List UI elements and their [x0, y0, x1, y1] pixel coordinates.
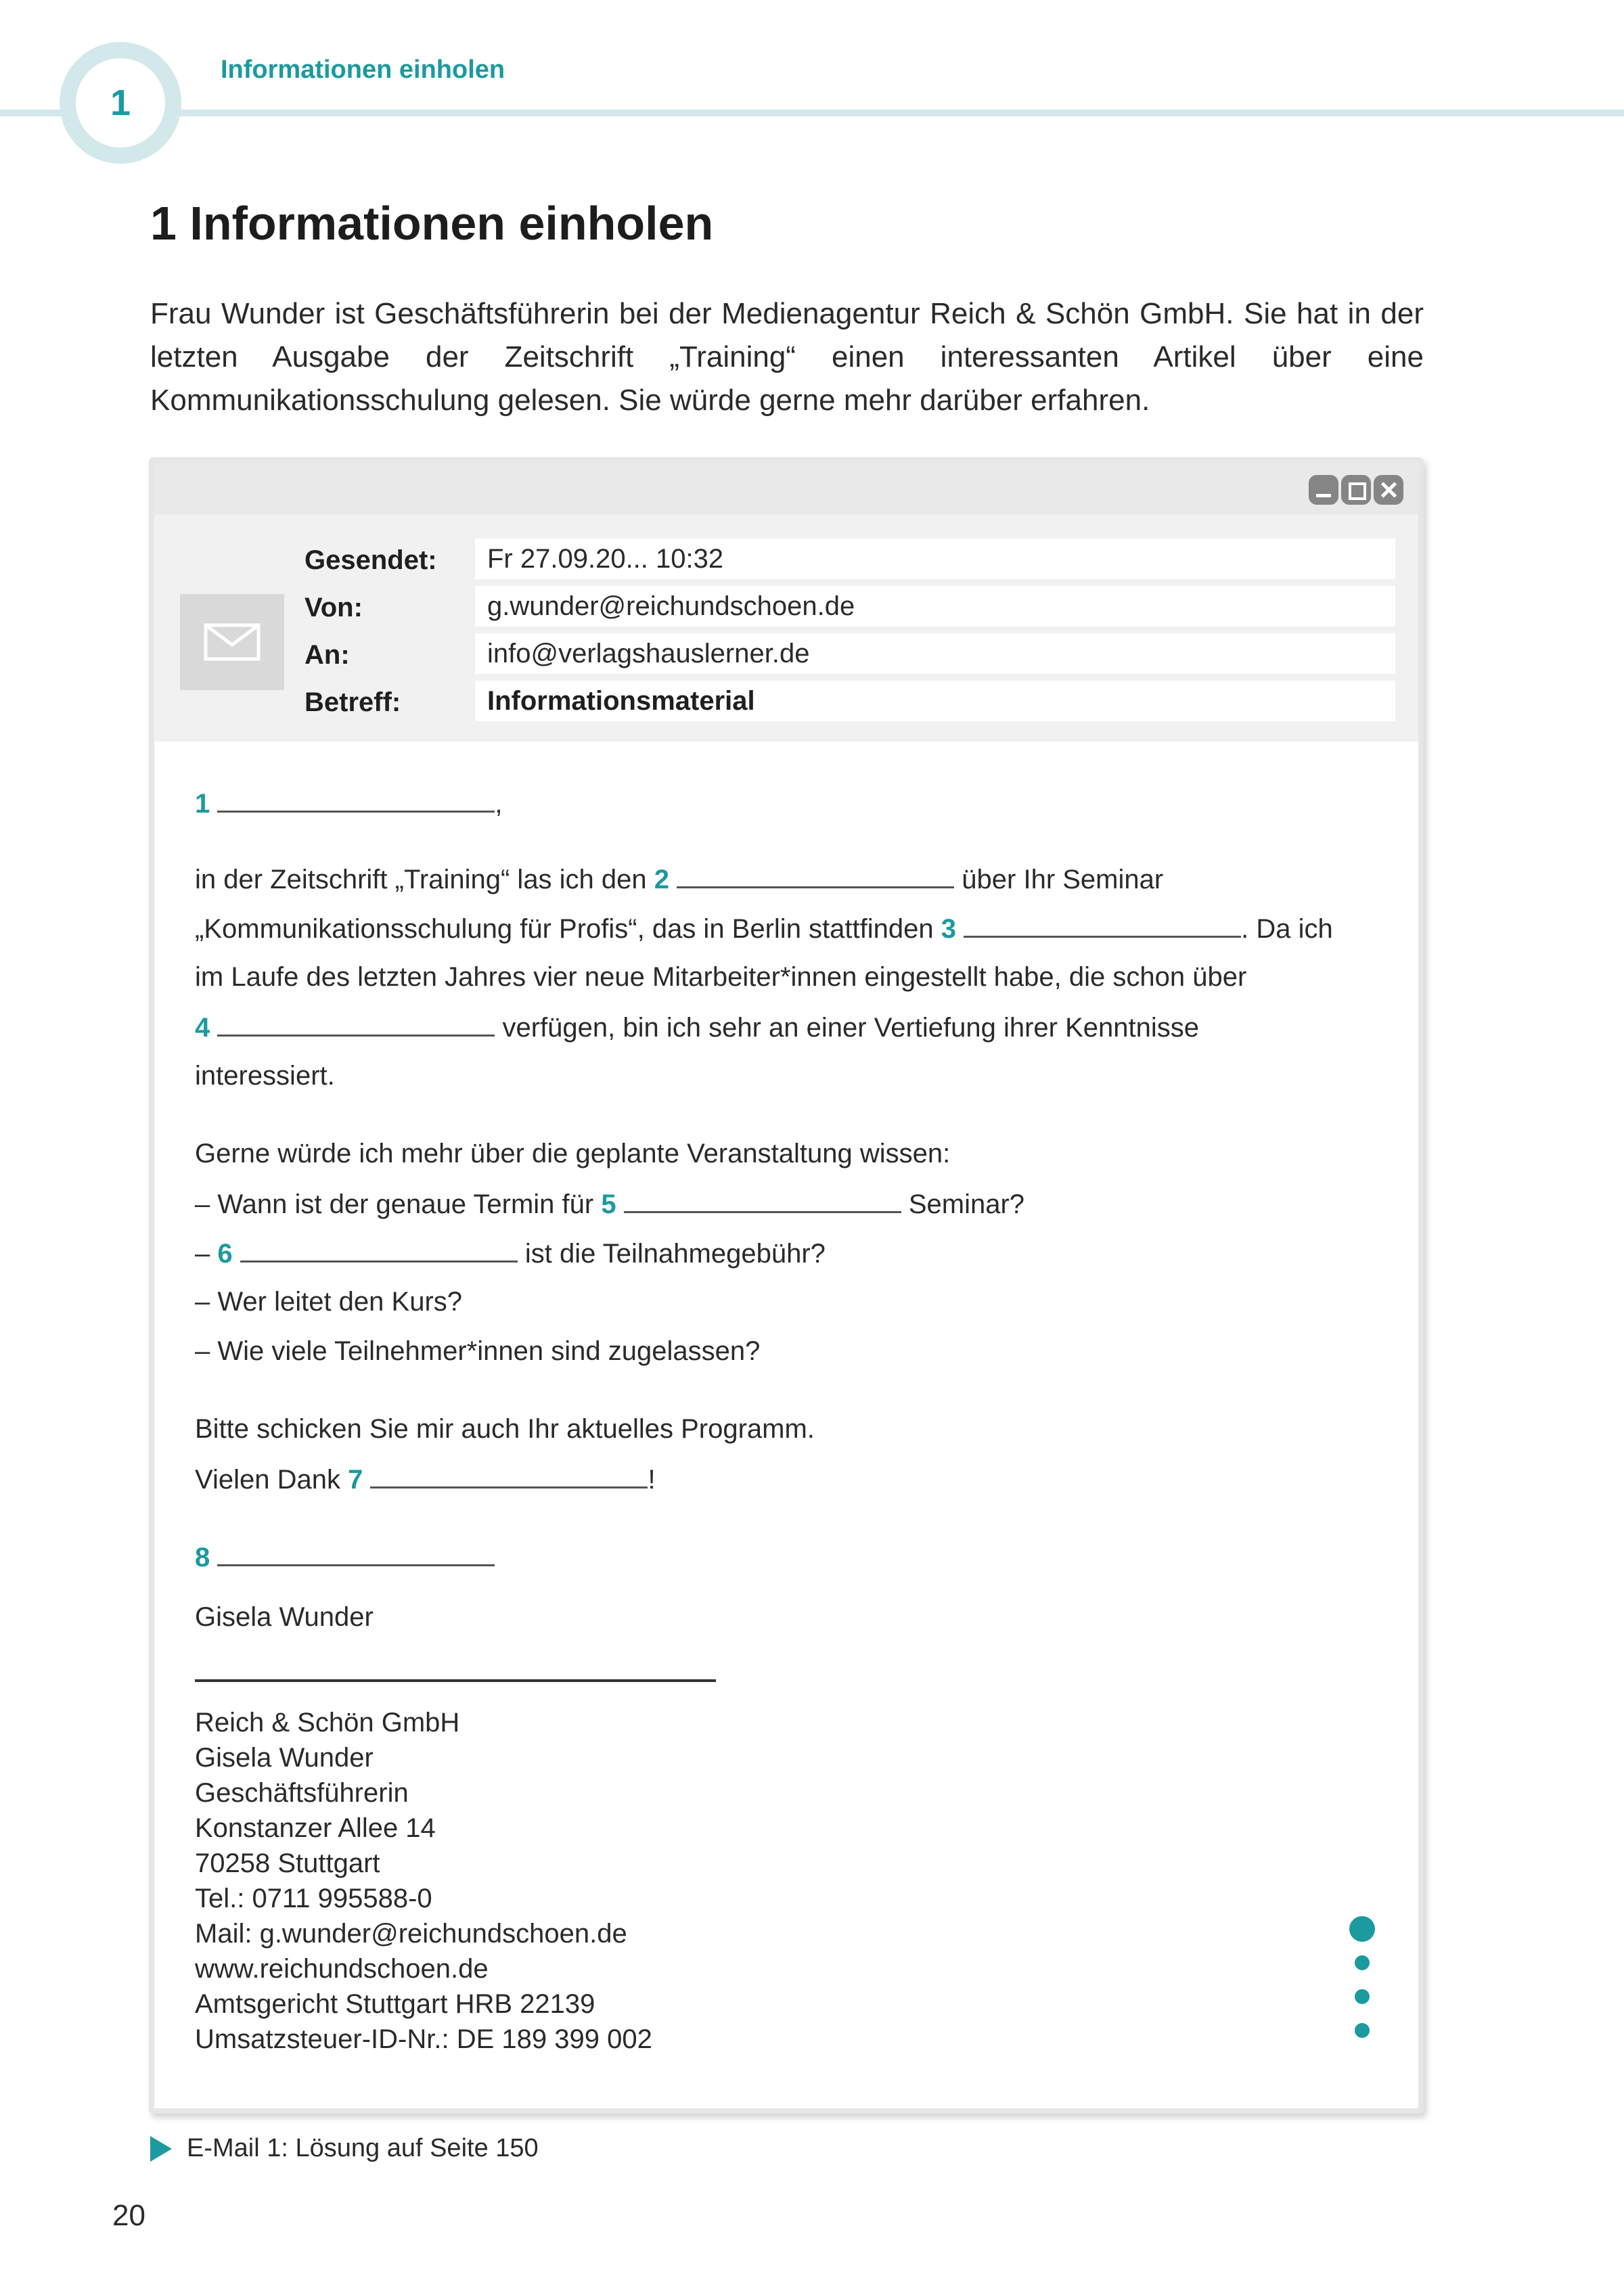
to-label: An:	[304, 640, 350, 670]
gap-blank[interactable]	[370, 1463, 648, 1489]
decorative-dot	[1355, 1955, 1370, 1970]
gap-blank[interactable]	[964, 913, 1241, 938]
page-title: 1 Informationen einholen	[150, 197, 714, 250]
signature-website[interactable]: www.reichundschoen.de	[195, 1954, 489, 1984]
sender-name: Gisela Wunder	[195, 1602, 374, 1632]
minimize-icon[interactable]	[1309, 475, 1338, 505]
header-rule	[0, 110, 1624, 116]
gap-blank[interactable]	[217, 1541, 495, 1566]
signature-line: Umsatzsteuer-ID-Nr.: DE 189 399 002	[195, 2024, 652, 2054]
from-label: Von:	[304, 593, 363, 622]
signature-line: Reich & Schön GmbH	[195, 1708, 460, 1737]
envelope-icon	[180, 594, 284, 690]
body-line: Vielen Dank 7 !	[195, 1465, 656, 1495]
subject-label: Betreff:	[304, 687, 401, 717]
salutation-line: 1 ,	[195, 789, 503, 819]
body-line: im Laufe des letzten Jahres vier neue Mitarbeiter*innen eingestellt habe, die schon über	[195, 962, 1247, 992]
chapter-number: 1	[76, 58, 165, 147]
play-arrow-icon	[150, 2136, 172, 2162]
close-icon[interactable]	[1374, 475, 1403, 505]
sent-value: Fr 27.09.20... 10:32	[475, 539, 1395, 579]
gap-blank[interactable]	[217, 788, 495, 813]
gap-number: 1	[195, 789, 210, 819]
signature-line: Gisela Wunder	[195, 1743, 374, 1773]
gap-number: 3	[941, 914, 956, 944]
solution-reference: E-Mail 1: Lösung auf Seite 150	[150, 2134, 539, 2163]
body-line: „Kommunikationsschulung für Profis“, das in Berlin stattfinden 3 . Da ich	[195, 914, 1333, 944]
signature-email[interactable]: Mail: g.wunder@reichundschoen.de	[195, 1919, 627, 1949]
to-value[interactable]: info@verlagshauslerner.de	[475, 633, 1395, 674]
from-value[interactable]: g.wunder@reichundschoen.de	[475, 586, 1395, 627]
signature-line: 70258 Stuttgart	[195, 1848, 380, 1878]
gap-blank[interactable]	[217, 1012, 495, 1037]
subject-value[interactable]: Informationsmaterial	[475, 681, 1395, 721]
gap-number: 7	[348, 1465, 363, 1495]
closing-line	[195, 1541, 495, 1573]
gap-number: 4	[195, 1013, 210, 1043]
chapter-label: Informationen einholen	[221, 55, 505, 84]
signature-line: Amtsgericht Stuttgart HRB 22139	[195, 1989, 595, 2019]
page-number: 20	[112, 2199, 145, 2232]
signature-line: Tel.: 0711 995588-0	[195, 1884, 432, 1913]
question-line: – 6 ist die Teilnahmegebühr?	[195, 1239, 826, 1269]
question-line: – Wer leitet den Kurs?	[195, 1287, 463, 1317]
body-line: interessiert.	[195, 1061, 335, 1091]
body-line: Gerne würde ich mehr über die geplante Veranstaltung wissen:	[195, 1139, 951, 1168]
signature-divider	[195, 1679, 716, 1682]
window-titlebar	[154, 463, 1418, 514]
signature-block	[195, 1705, 652, 2057]
decorative-dot	[1355, 2023, 1370, 2038]
gap-number: 6	[217, 1239, 233, 1269]
question-line: – Wie viele Teilnehmer*innen sind zugelassen?	[195, 1336, 761, 1366]
decorative-dot	[1349, 1916, 1375, 1942]
gap-blank[interactable]	[624, 1188, 901, 1213]
gap-number: 2	[654, 865, 670, 894]
body-line: 4 verfügen, bin ich sehr an einer Vertiefung ihrer Kenntnisse	[195, 1013, 1200, 1043]
gap-number: 5	[601, 1189, 616, 1219]
gap-number: 8	[195, 1543, 210, 1572]
question-line: – Wann ist der genaue Termin für 5 Seminar?	[195, 1189, 1025, 1219]
gap-blank[interactable]	[677, 863, 954, 888]
gap-blank[interactable]	[240, 1237, 518, 1263]
email-window	[149, 457, 1424, 2114]
signature-line: Geschäftsführerin	[195, 1778, 409, 1808]
sent-label: Gesendet:	[304, 545, 437, 575]
maximize-icon[interactable]	[1341, 475, 1371, 505]
body-line: in der Zeitschrift „Training“ las ich den 2 über Ihr Seminar	[195, 865, 1164, 894]
body-line: Bitte schicken Sie mir auch Ihr aktuelles Programm.	[195, 1414, 815, 1444]
signature-line: Konstanzer Allee 14	[195, 1813, 436, 1843]
decorative-dot	[1355, 1989, 1370, 2004]
intro-paragraph: Frau Wunder ist Geschäftsführerin bei der Medienagentur Reich & Schön GmbH. Sie hat in der letzten Ausgabe der Zeitschrift „Training“ einen interessanten Artikel über eine Kommunikationsschulung gelesen. Sie würde gerne mehr darüber erfahren.	[150, 297, 1424, 417]
